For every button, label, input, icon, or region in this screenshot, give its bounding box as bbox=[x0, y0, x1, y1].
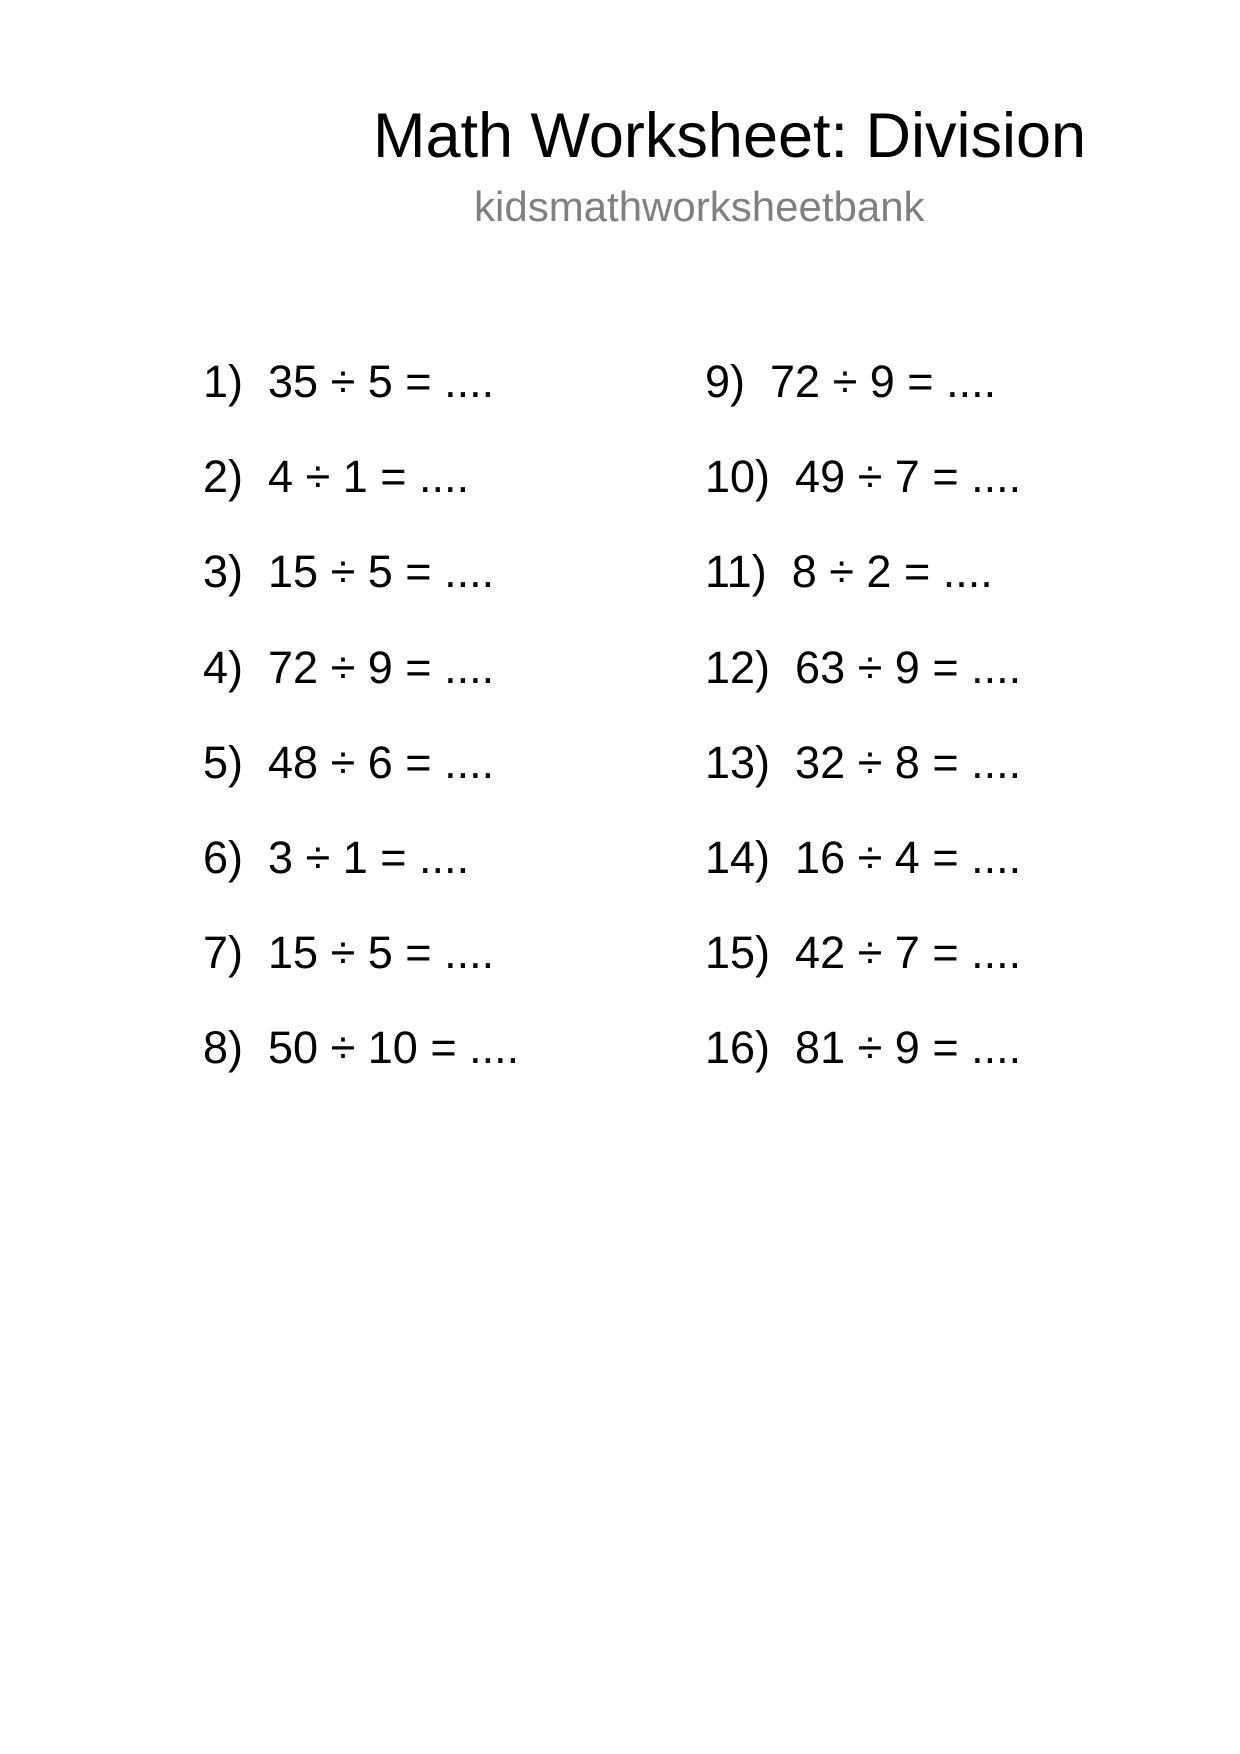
problem-item: 16) 81 ÷ 9 = .... bbox=[705, 1022, 1022, 1074]
problem-item: 7) 15 ÷ 5 = .... bbox=[203, 927, 495, 979]
problem-item: 9) 72 ÷ 9 = .... bbox=[705, 356, 997, 407]
problem-item: 2) 4 ÷ 1 = .... bbox=[203, 451, 470, 503]
problem-item: 8) 50 ÷ 10 = .... bbox=[203, 1022, 520, 1074]
problem-item: 11) 8 ÷ 2 = .... bbox=[705, 546, 993, 598]
problem-item: 14) 16 ÷ 4 = .... bbox=[705, 832, 1022, 883]
problem-item: 5) 48 ÷ 6 = .... bbox=[203, 736, 495, 788]
page-subtitle: kidsmathworksheetbank bbox=[474, 183, 925, 230]
problem-item: 12) 63 ÷ 9 = .... bbox=[705, 641, 1022, 693]
problem-item: 3) 15 ÷ 5 = .... bbox=[203, 546, 495, 598]
problem-item: 1) 35 ÷ 5 = .... bbox=[203, 356, 495, 407]
problem-item: 6) 3 ÷ 1 = .... bbox=[203, 832, 470, 883]
page-title: Math Worksheet: Division bbox=[373, 101, 1087, 171]
problem-item: 15) 42 ÷ 7 = .... bbox=[705, 927, 1022, 979]
problem-item: 13) 32 ÷ 8 = .... bbox=[705, 736, 1022, 788]
problem-item: 10) 49 ÷ 7 = .... bbox=[705, 451, 1022, 503]
problem-item: 4) 72 ÷ 9 = .... bbox=[203, 641, 495, 693]
